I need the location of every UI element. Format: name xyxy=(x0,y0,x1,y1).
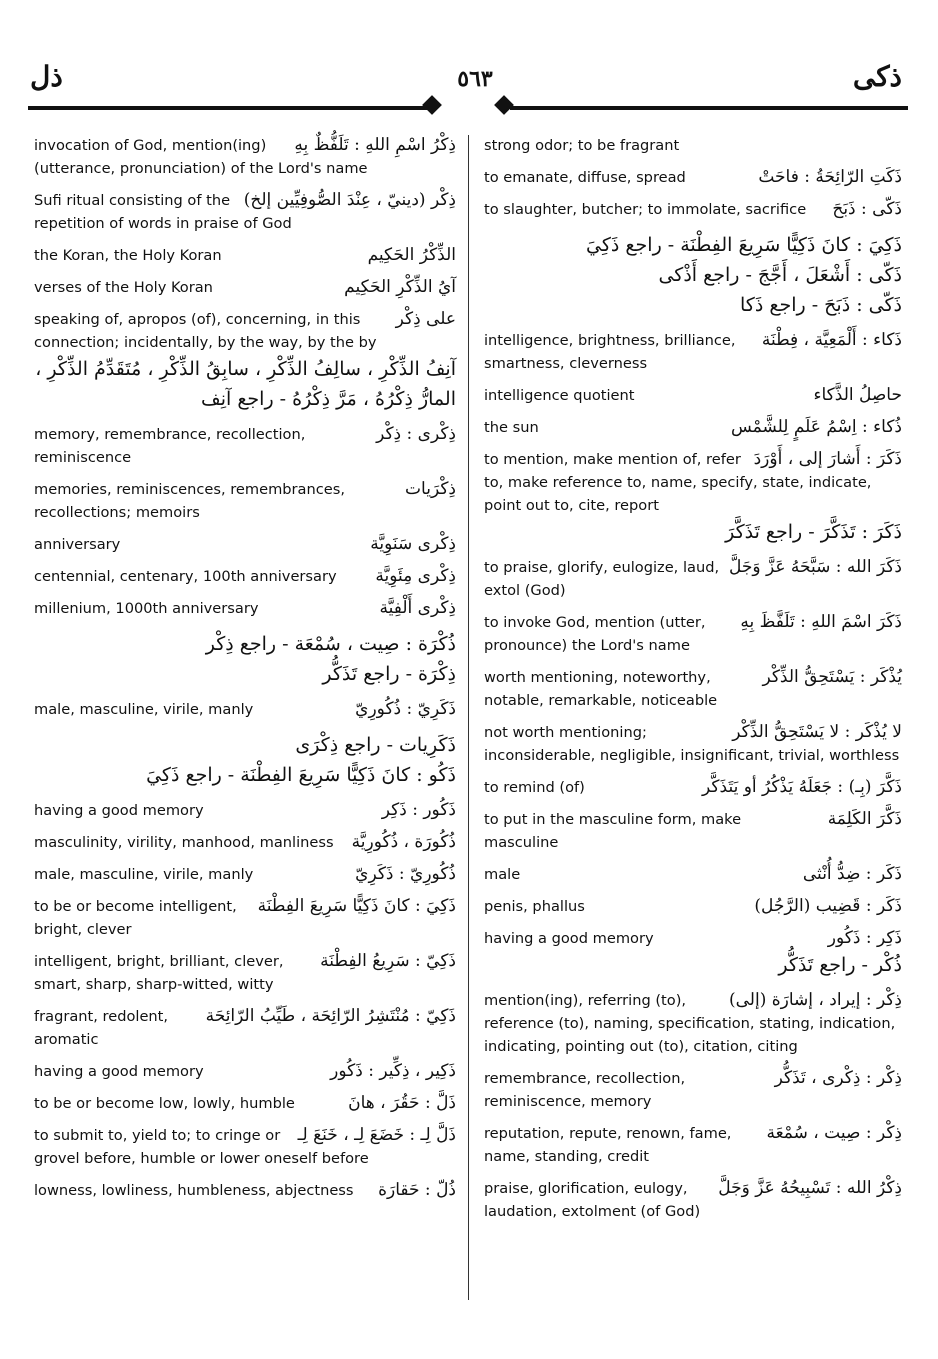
english-definition: mention(ing), referring (to), reference (to), naming, specification, stating, indication, indicating, pointing out (to), citation, citing xyxy=(484,992,896,1055)
english-definition: masculinity, virility, manhood, manliness xyxy=(34,834,334,851)
dictionary-entry xyxy=(34,478,456,524)
arabic-headword: ذَكَرِيّ : ذُكُورِيّ xyxy=(355,699,456,719)
dictionary-entry xyxy=(34,629,456,689)
arabic-headword: ذِكْرى : ذِكْر xyxy=(376,424,456,444)
english-definition: male, masculine, virile, manly xyxy=(34,701,254,718)
english-definition: penis, phallus xyxy=(484,898,585,915)
english-definition: to be or become intelligent, bright, clever xyxy=(34,898,237,938)
english-definition: remembrance, recollection, reminiscence, memory xyxy=(484,1070,686,1110)
dictionary-entry xyxy=(34,1124,456,1170)
arabic-headword: ذِكْر : صِيت ، سُمْعَة xyxy=(766,1123,902,1143)
english-definition: to be or become low, lowly, humble xyxy=(34,1095,295,1112)
english-definition: millenium, 1000th anniversary xyxy=(34,600,259,617)
running-head-left: ذل xyxy=(30,60,63,93)
english-definition: to invoke God, mention (utter, pronounce) the Lord's name xyxy=(484,614,706,654)
arabic-headword: ذِكْرى سَنَوِيَّة xyxy=(370,534,456,554)
arabic-headword: حاصِلُ الذَّكاء xyxy=(813,385,902,405)
english-definition: the Koran, the Holy Koran xyxy=(34,247,222,264)
arabic-headword: ذَكِير ، ذِكِّير : ذَكُور xyxy=(330,1061,456,1081)
arabic-headword: ذِكْر (دينيّ ، عِنْدَ الصُّوفِيِّين إلخ) xyxy=(243,190,456,210)
english-definition: male, masculine, virile, manly xyxy=(34,866,254,883)
english-definition: worth mentioning, noteworthy, notable, remarkable, noticeable xyxy=(484,669,718,709)
arabic-headword: ذَكّى : ذَبَحَ xyxy=(832,199,902,219)
dictionary-entry xyxy=(484,416,902,439)
arabic-crossref-line: ذَكّى : ذَبَحَ - راجع ذَكا xyxy=(740,294,902,316)
arabic-headword: ذِكْرُ اسْمِ اللهِ : تَلَفُّظٌ بِهِ xyxy=(294,135,456,155)
arabic-crossref-line: ذِكْرَة - راجع تَذَكُّر xyxy=(322,663,456,685)
arabic-crossref-line: آنِفُ الذِّكْرِ ، سالِفُ الذِّكْرِ ، سابِقُ الذِّكْرِ ، مُتَقَدِّمُ الذِّكْرِ ، xyxy=(35,358,456,380)
english-definition: intelligent, bright, brilliant, clever, smart, sharp, sharp-witted, witty xyxy=(34,953,284,993)
dictionary-entry xyxy=(484,776,902,799)
header-diamond-right xyxy=(494,95,514,115)
english-definition: to mention, make mention of, refer to, make reference to, name, specify, state, indicate, point out to, cite, report xyxy=(484,451,872,514)
arabic-headword: ذَكِر : ذَكُور xyxy=(827,928,902,948)
dictionary-entry xyxy=(484,895,902,918)
arabic-headword: ذَكَرَ : أَشارَ إلى ، أَوْرَدَ xyxy=(753,449,902,469)
dictionary-entry xyxy=(34,565,456,588)
arabic-headword: الذِّكْرُ الحَكِيم xyxy=(367,245,456,265)
header-diamond-left xyxy=(422,95,442,115)
arabic-headword: يُذْكَر : يَسْتَحِقُّ الذِّكْر xyxy=(762,667,902,687)
arabic-headword: ذَكَر : ضِدُّ أُنْثى xyxy=(802,864,902,884)
english-definition: invocation of God, mention(ing) (utterance, pronunciation) of the Lord's name xyxy=(34,137,368,177)
arabic-crossref-line: المارُّ ذِكْرُهُ ، مَرَّ ذِكْرُهُ - راجع آنِف xyxy=(201,388,456,410)
dictionary-entry xyxy=(484,556,902,602)
dictionary-entry xyxy=(484,1067,902,1113)
dictionary-entry xyxy=(484,198,902,221)
english-definition: to slaughter, butcher; to immolate, sacrifice xyxy=(484,201,807,218)
arabic-headword: ذِكْرُ الله : تَسْبِيحُهُ عَزَّ وَجَلَّ xyxy=(718,1178,902,1198)
dictionary-entry xyxy=(34,730,456,790)
arabic-headword: ذُكُورَة ، ذُكُورِيَّة xyxy=(351,832,456,852)
arabic-headword: ذَكِيّ : سَرِيعُ الفِطْنَة xyxy=(320,951,456,971)
dictionary-entry xyxy=(34,308,456,414)
english-definition: praise, glorification, eulogy, laudation, extolment (of God) xyxy=(484,1180,701,1220)
dictionary-entry xyxy=(484,134,902,157)
arabic-headword: ذَكَرَ الله : سَبَّحَهُ عَزَّ وَجَلَّ xyxy=(728,557,902,577)
english-definition: speaking of, apropos (of), concerning, in this connection; incidentally, by the way, by the by xyxy=(34,311,377,351)
arabic-headword: ذُكُورِيّ : ذَكَرِيّ xyxy=(355,864,456,884)
dictionary-entry xyxy=(34,895,456,941)
dictionary-entry xyxy=(34,423,456,469)
english-definition: lowness, lowliness, humbleness, abjectness xyxy=(34,1182,354,1199)
dictionary-entry xyxy=(484,230,902,320)
english-definition: to submit to, yield to; to cringe or grovel before, humble or lower oneself before xyxy=(34,1127,369,1167)
dictionary-entry xyxy=(34,1179,456,1202)
left-column xyxy=(34,134,456,1211)
dictionary-entry xyxy=(34,244,456,267)
dictionary-entry xyxy=(34,698,456,721)
english-definition: memory, remembrance, recollection, reminiscence xyxy=(34,426,306,466)
english-definition: strong odor; to be fragrant xyxy=(484,137,680,154)
dictionary-entry xyxy=(34,597,456,620)
dictionary-entry xyxy=(34,189,456,235)
arabic-headword: ذُكاء : اِسْمُ عَلَمٍ لِلشَّمْس xyxy=(730,417,902,437)
dictionary-entry xyxy=(484,448,902,547)
column-divider xyxy=(468,135,469,1300)
dictionary-entry xyxy=(484,384,902,407)
english-definition: to put in the masculine form, make masculine xyxy=(484,811,742,851)
arabic-crossref-line: ذَكّى : أَشْعَلَ ، أَجَّجَ - راجع أَذْكى xyxy=(658,264,902,286)
arabic-headword: ذَكِيَ : كانَ ذَكِيًّا سَرِيعَ الفِطْنَة xyxy=(257,896,456,916)
arabic-headword: ذِكْر : ذِكْرى ، تَذَكُّر xyxy=(774,1068,902,1088)
dictionary-entry xyxy=(484,721,902,767)
arabic-headword: ذَكَتِ الرّائِحَةُ : فاحَتْ xyxy=(758,167,902,187)
arabic-headword: ذَكُور : ذَكِر xyxy=(381,800,456,820)
running-head-right: ذكى xyxy=(852,60,902,93)
english-definition: to emanate, diffuse, spread xyxy=(484,169,686,186)
page-number: ٥٦٣ xyxy=(457,66,493,92)
dictionary-entry xyxy=(34,831,456,854)
dictionary-entry xyxy=(484,863,902,886)
english-definition: memories, reminiscences, remembrances, recollections; memoirs xyxy=(34,481,345,521)
english-definition: the sun xyxy=(484,419,539,436)
dictionary-entry xyxy=(484,1122,902,1168)
dictionary-entry xyxy=(484,808,902,854)
arabic-crossref-line: ذَكَرَ : تَذَكَّرَ - راجع تَذَكَّرَ xyxy=(725,521,902,543)
dictionary-entry xyxy=(484,989,902,1058)
english-definition: having a good memory xyxy=(34,802,204,819)
english-definition: to praise, glorify, eulogize, laud, extol (God) xyxy=(484,559,720,599)
right-column xyxy=(484,134,902,1232)
english-definition: intelligence, brightness, brilliance, smartness, cleverness xyxy=(484,332,736,372)
english-definition: intelligence quotient xyxy=(484,387,635,404)
english-definition: male xyxy=(484,866,521,883)
dictionary-entry xyxy=(34,863,456,886)
english-definition: to remind (of) xyxy=(484,779,585,796)
arabic-headword: ذِكْرى أَلْفِيَّة xyxy=(379,598,456,618)
dictionary-entry xyxy=(484,927,902,980)
arabic-headword: آيُ الذِّكْرِ الحَكِيم xyxy=(344,277,456,297)
arabic-crossref-line: ذَكَرِيات - راجع ذِكْرَى xyxy=(295,734,456,756)
dictionary-entry xyxy=(484,1177,902,1223)
arabic-headword: ذَلَّ : حَقُرَ ، هانَ xyxy=(348,1093,456,1113)
arabic-crossref-line: ذُكْرَة : صِيت ، سُمْعَة - راجع ذِكْر xyxy=(205,633,456,655)
arabic-headword: ذِكْرَيات xyxy=(405,479,456,499)
arabic-headword: ذَكَّرَ (بِـ) : جَعَلَهُ يَذْكُرُ أو يَتَذَكَّر xyxy=(702,777,902,797)
dictionary-entry xyxy=(34,276,456,299)
dictionary-entry xyxy=(484,329,902,375)
header-rule-right xyxy=(510,106,908,110)
dictionary-entry xyxy=(484,166,902,189)
arabic-headword: ذَكَّرَ الكَلِمَة xyxy=(827,809,902,829)
english-definition: having a good memory xyxy=(484,930,654,947)
dictionary-entry xyxy=(34,1005,456,1051)
english-definition: anniversary xyxy=(34,536,121,553)
arabic-headword: ذَكَر : قَضِيب (الرَّجُل) xyxy=(754,896,902,916)
dictionary-entry xyxy=(484,611,902,657)
english-definition: fragrant, redolent, aromatic xyxy=(34,1008,169,1048)
arabic-headword: ذَكَرَ اسْمَ اللهِ : تَلَفَّظَ بِهِ xyxy=(740,612,902,632)
arabic-headword: ذَلَّ لِـ : خَضَعَ لِـ ، خَنَعَ لِـ xyxy=(297,1125,456,1145)
english-definition: Sufi ritual consisting of the repetition of words in praise of God xyxy=(34,192,292,232)
arabic-headword: ذُلّ : حَقارَة xyxy=(378,1180,456,1200)
dictionary-entry xyxy=(34,950,456,996)
arabic-crossref-line: ذُكْر - راجع تَذَكُّر xyxy=(778,954,902,976)
dictionary-entry xyxy=(34,1092,456,1115)
english-definition: verses of the Holy Koran xyxy=(34,279,213,296)
english-definition: not worth mentioning; inconsiderable, negligible, insignificant, trivial, worthless xyxy=(484,724,900,764)
dictionary-entry xyxy=(34,1060,456,1083)
english-definition: centennial, centenary, 100th anniversary xyxy=(34,568,337,585)
dictionary-entry xyxy=(484,666,902,712)
arabic-headword: ذَكِيّ : مُنْتَشِرُ الرّائِحَة ، طَيِّبُ الرّائِحَة xyxy=(205,1006,456,1026)
arabic-headword: ذِكْر : إيراد ، إشارَة (إلى) xyxy=(728,990,902,1010)
dictionary-entry xyxy=(34,533,456,556)
arabic-headword: ذَكاء : أَلْمَعِيَّة ، فِطْنَة xyxy=(761,330,902,350)
arabic-crossref-line: ذَكُو : كانَ ذَكِيًّا سَرِيعَ الفِطْنَة - راجع ذَكِيَ xyxy=(146,764,456,786)
arabic-headword: لا يُذْكَر : لا يَسْتَحِقُّ الذِّكْر xyxy=(732,722,902,742)
dictionary-entry xyxy=(34,799,456,822)
header-rule-left xyxy=(28,106,428,110)
english-definition: reputation, repute, renown, fame, name, standing, credit xyxy=(484,1125,732,1165)
english-definition: having a good memory xyxy=(34,1063,204,1080)
arabic-crossref-line: ذَكِيَ : كانَ ذَكِيًّا سَرِيعَ الفِطْنَة - راجع ذَكِيَ xyxy=(586,234,902,256)
arabic-headword: ذِكْرى مِئَوِيَّة xyxy=(375,566,456,586)
arabic-headword: على ذِكْر xyxy=(395,309,456,329)
dictionary-entry xyxy=(34,134,456,180)
